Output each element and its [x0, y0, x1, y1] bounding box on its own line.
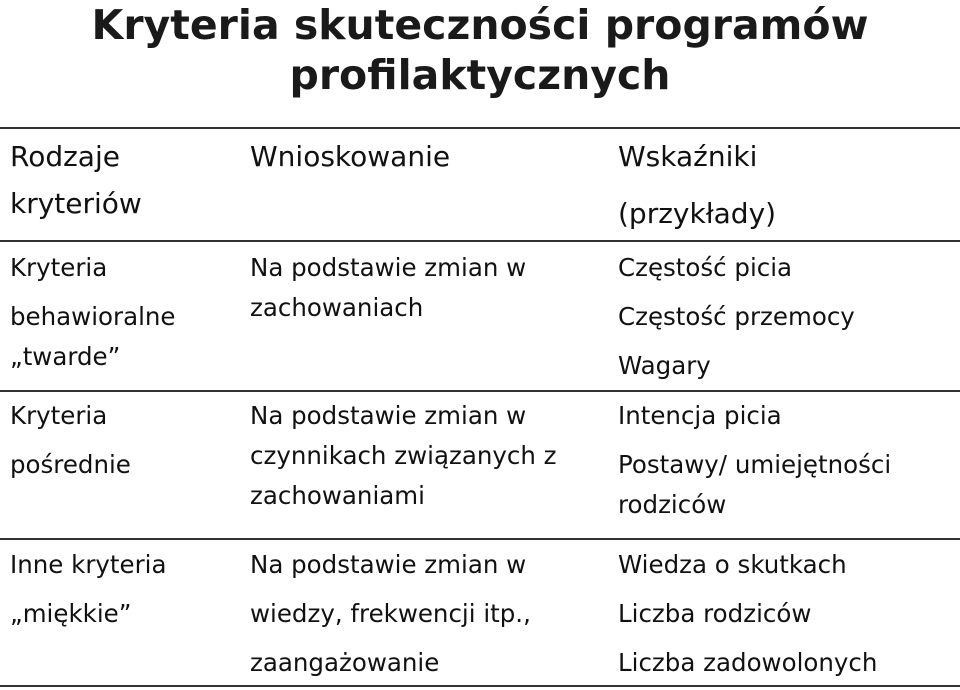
row2-divider — [0, 538, 960, 540]
header-criteria-types: Rodzaje kryteriów — [10, 140, 142, 220]
row3-inference: Na podstawie zmian w wiedzy, frekwencji itp., zaangażowanie — [250, 550, 531, 677]
title-line-2: profilaktycznych — [289, 51, 671, 99]
table-top-border — [0, 127, 960, 129]
row2-inference: Na podstawie zmian w czynnikach związanych z zachowaniami — [250, 401, 557, 510]
title-line-1: Kryteria skuteczności programów — [91, 1, 869, 49]
page-title — [0, 0, 960, 100]
row2-indicators: Intencja picia Postawy/ umiejętności rodziców — [618, 401, 892, 519]
row1-divider — [0, 390, 960, 392]
table-bottom-border — [0, 685, 960, 687]
row1-criteria-type: Kryteria behawioralne „twarde” — [10, 253, 176, 371]
row1-inference: Na podstawie zmian w zachowaniach — [250, 253, 527, 322]
row3-criteria-type: Inne kryteria „miękkie” — [10, 550, 167, 628]
row2-criteria-type: Kryteria pośrednie — [10, 401, 131, 479]
header-divider — [0, 240, 960, 242]
header-indicators: Wskaźniki (przykłady) — [618, 140, 777, 230]
row1-indicators: Częstość picia Częstość przemocy Wagary — [618, 253, 855, 380]
header-inference: Wnioskowanie — [250, 140, 451, 173]
row3-indicators: Wiedza o skutkach Liczba rodziców Liczba zadowolonych — [618, 550, 878, 677]
